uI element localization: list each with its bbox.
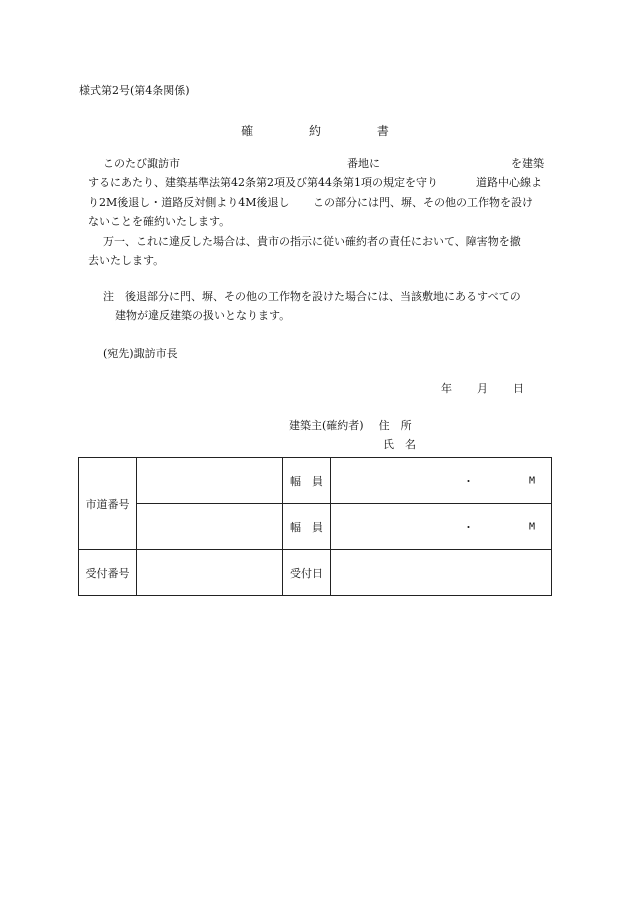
form-number: 様式第2号(第4条関係) (79, 84, 190, 97)
body-line3-part2: この部分には門、塀、その他の工作物を設け (313, 196, 533, 209)
body-line1-part3: を建築 (511, 157, 544, 170)
title-char-3: 書 (376, 124, 389, 138)
body-line1-part2: 番地に (347, 157, 380, 170)
receipt-date-label: 受付日 (283, 550, 331, 596)
road-info-table (78, 457, 552, 596)
decimal-dot-1: ・ (463, 474, 474, 488)
date-year: 年 (441, 382, 452, 395)
road-number-cell-2[interactable] (137, 504, 283, 550)
date-day: 日 (513, 382, 524, 395)
unit-1: M (528, 475, 535, 486)
date-line (441, 380, 524, 396)
decimal-dot-2: ・ (463, 520, 474, 534)
body-line1-part1: このたび諏訪市 (103, 157, 180, 170)
addressee: (宛先)諏訪市長 (103, 347, 178, 360)
width-label-2: 幅 員 (283, 504, 331, 550)
width-label-1: 幅 員 (283, 458, 331, 504)
signer-line (289, 417, 412, 433)
body-line3-part1: り2M後退し・道路反対側より4M後退し (88, 196, 290, 209)
receipt-number-label: 受付番号 (79, 550, 137, 596)
width-value-cell-2[interactable] (331, 504, 552, 550)
road-number-label: 市道番号 (79, 458, 137, 550)
body-line6: 去いたします。 (88, 254, 165, 267)
body-line5: 万一、これに違反した場合は、貴市の指示に従い確約者の責任において、障害物を撤 (103, 235, 521, 248)
builder-label: 建築主(確約者) (289, 419, 364, 432)
body-line2-part1: するにあたり、建築基準法第42条第2項及び第44条第1項の規定を守り (88, 176, 438, 189)
title-char-1: 確 (241, 124, 254, 138)
road-number-cell-1[interactable] (137, 458, 283, 504)
receipt-date-cell[interactable] (331, 550, 552, 596)
document-title (0, 122, 630, 139)
width-value-cell-1[interactable] (331, 458, 552, 504)
unit-2: M (528, 521, 535, 532)
date-month: 月 (477, 382, 488, 395)
body-line4: ないことを確約いたします。 (88, 215, 231, 228)
body-line2-part2: 道路中心線よ (476, 176, 542, 189)
address-label: 住 所 (378, 419, 412, 432)
note-line2: 建物が違反建築の扱いとなります。 (115, 309, 291, 322)
name-label: 氏 名 (383, 438, 416, 451)
receipt-number-cell[interactable] (137, 550, 283, 596)
note-line1: 注 後退部分に門、塀、その他の工作物を設けた場合には、当該敷地にあるすべての (103, 290, 521, 303)
title-char-2: 約 (308, 124, 321, 138)
